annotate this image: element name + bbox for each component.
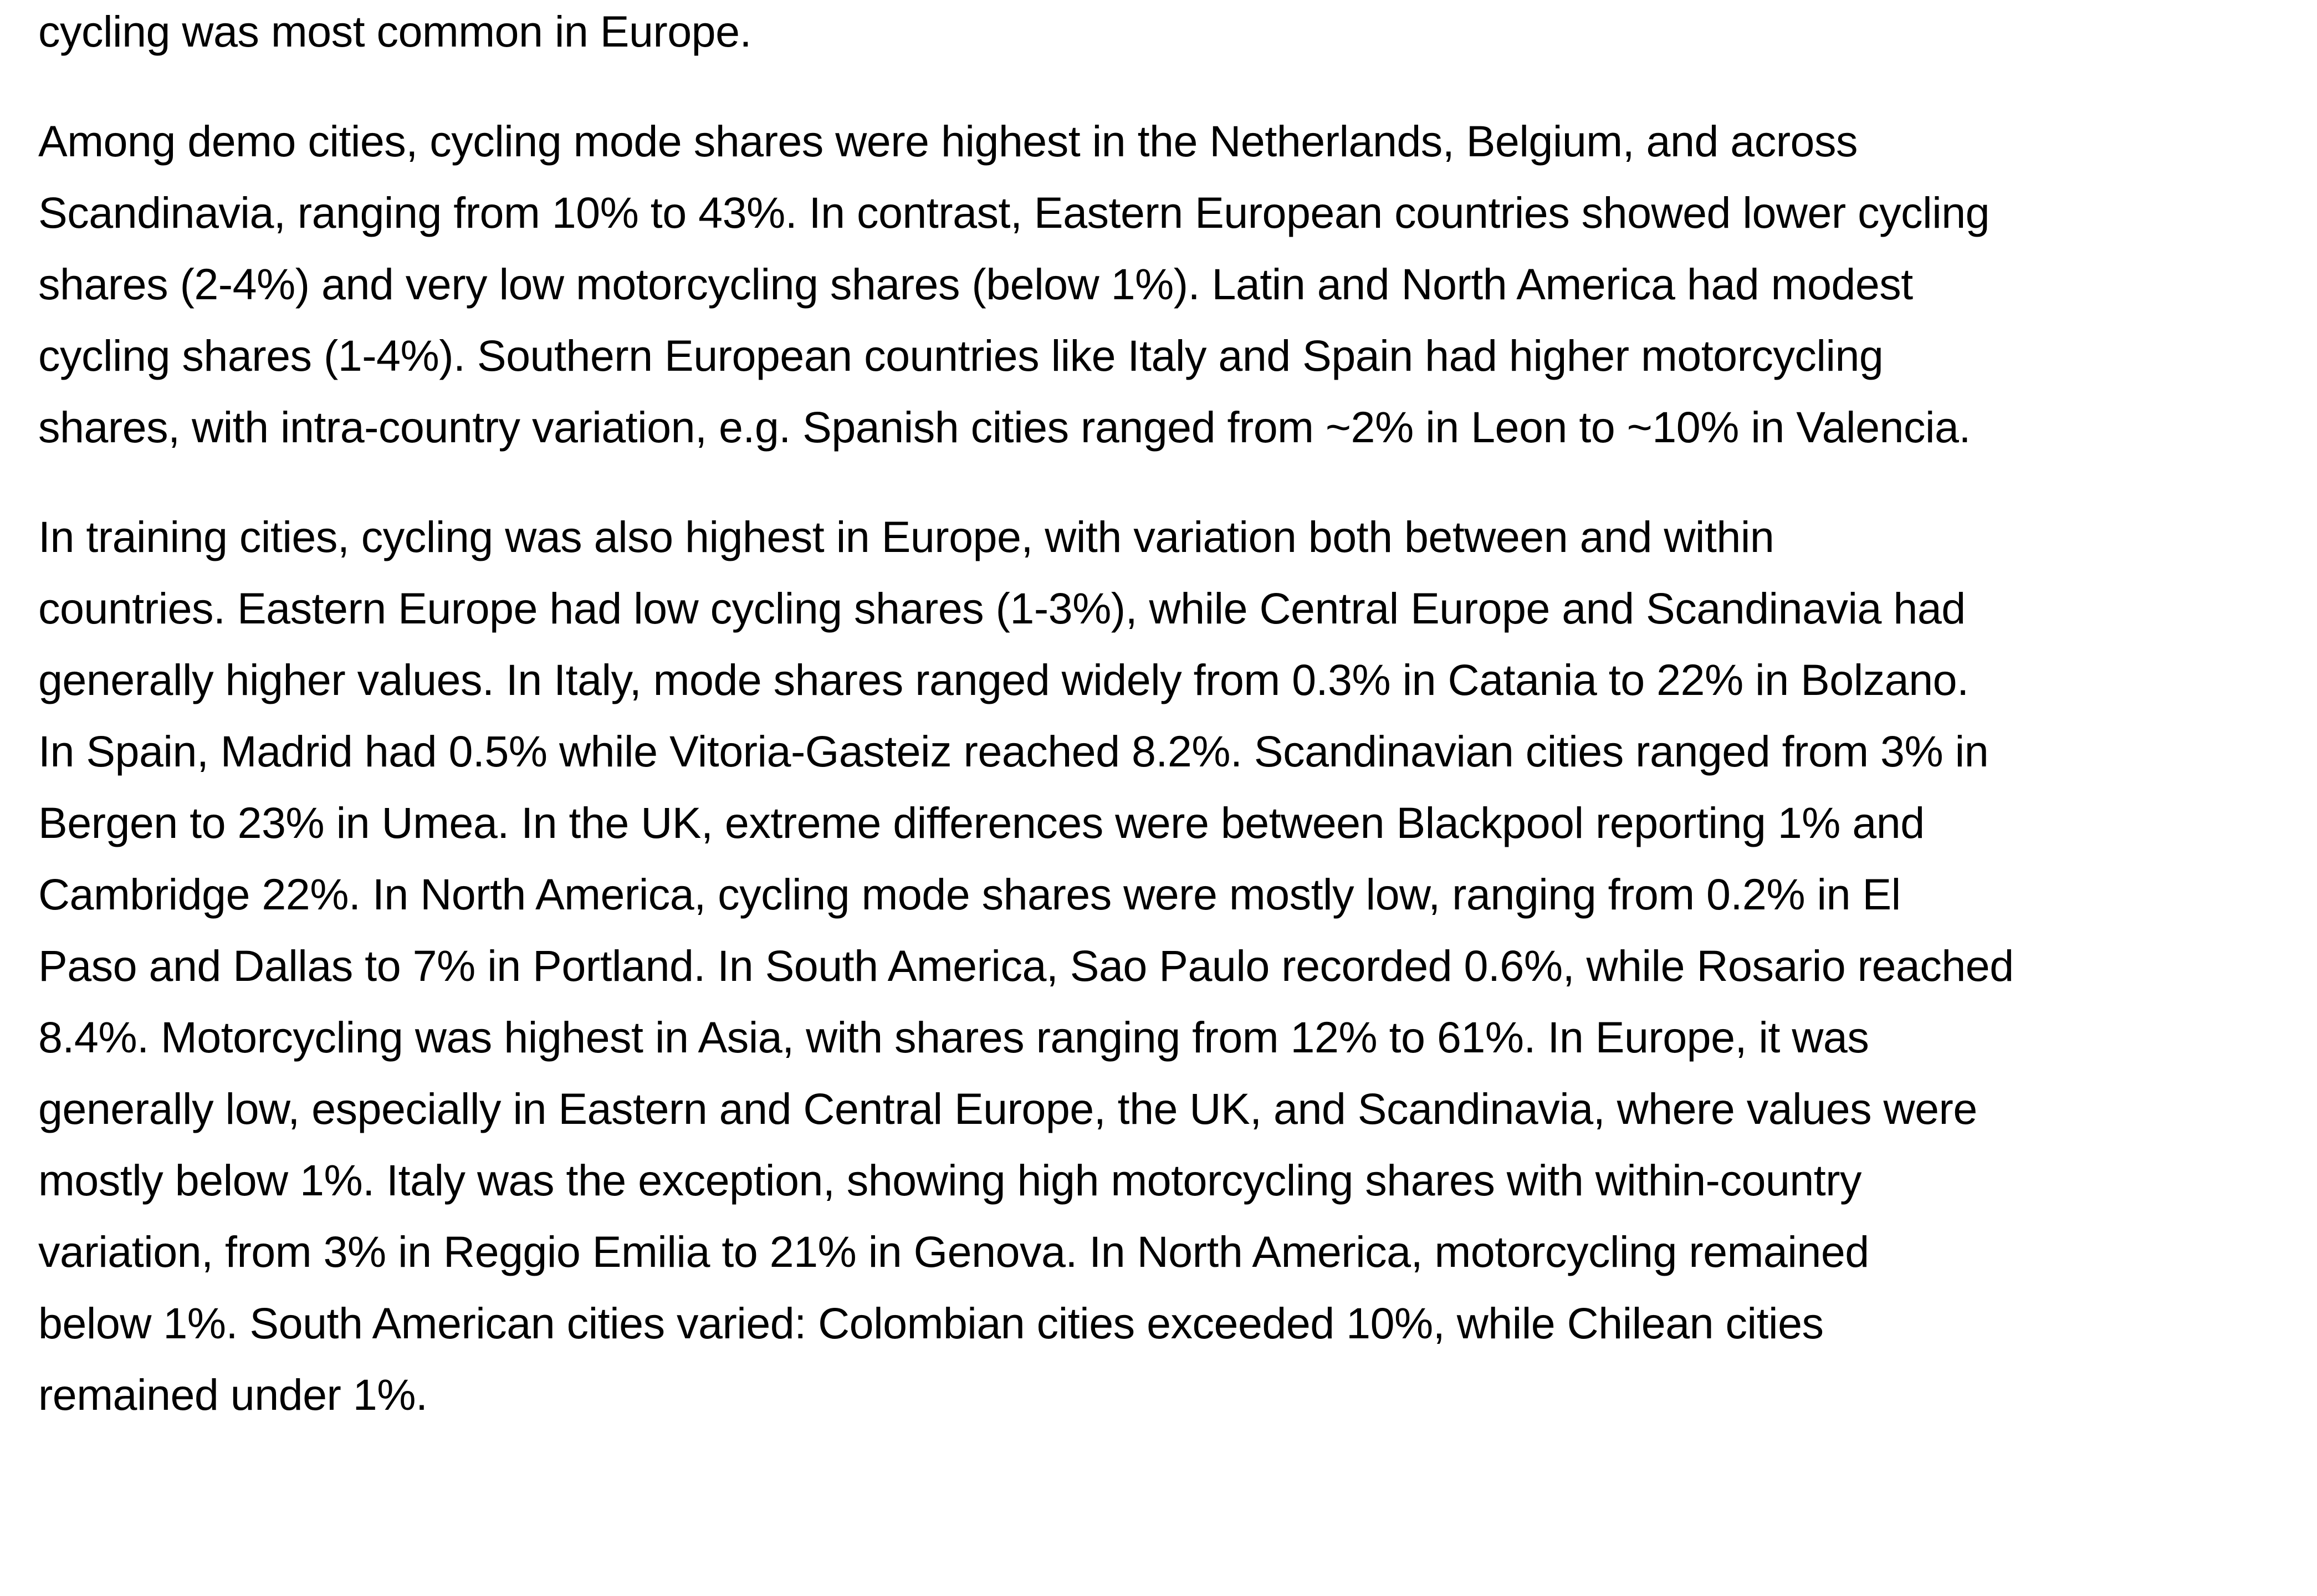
text-line: mostly below 1%. Italy was the exception, showing high motorcycling shares with within-country	[38, 1155, 1862, 1205]
text-line: shares (2-4%) and very low motorcycling shares (below 1%). Latin and North America had modest	[38, 259, 1913, 309]
text-line: shares, with intra-country variation, e.g. Spanish cities ranged from ~2% in Leon to ~10% in Valencia.	[38, 402, 1971, 452]
document-body	[38, 0, 2317, 1469]
text-line: Cambridge 22%. In North America, cycling mode shares were mostly low, ranging from 0.2% in El	[38, 869, 1901, 919]
text-line: cycling shares (1-4%). Southern European countries like Italy and Spain had higher motorcycling	[38, 331, 1884, 380]
text-line: 8.4%. Motorcycling was highest in Asia, with shares ranging from 12% to 61%. In Europe, it was	[38, 1012, 1869, 1062]
text-line: cycling was most common in Europe.	[38, 7, 752, 56]
text-line: countries. Eastern Europe had low cycling shares (1-3%), while Central Europe and Scandinavia had	[38, 584, 1966, 633]
text-line: generally higher values. In Italy, mode shares ranged widely from 0.3% in Catania to 22% in Bolzano.	[38, 655, 1969, 704]
paragraph-demo-cities	[38, 105, 2317, 463]
text-line: In Spain, Madrid had 0.5% while Vitoria-Gasteiz reached 8.2%. Scandinavian cities ranged from 3% in	[38, 727, 1989, 776]
text-line: remained under 1%.	[38, 1370, 428, 1419]
paragraph-intro-fragment	[38, 0, 2317, 67]
text-line: Scandinavia, ranging from 10% to 43%. In contrast, Eastern European countries showed lower cycling	[38, 188, 1990, 237]
text-line: generally low, especially in Eastern and Central Europe, the UK, and Scandinavia, where values were	[38, 1084, 1977, 1133]
paragraph-training-cities	[38, 501, 2317, 1430]
text-line: Paso and Dallas to 7% in Portland. In South America, Sao Paulo recorded 0.6%, while Rosario reached	[38, 941, 2014, 990]
text-line: In training cities, cycling was also highest in Europe, with variation both between and within	[38, 512, 1774, 561]
text-line: Among demo cities, cycling mode shares were highest in the Netherlands, Belgium, and across	[38, 116, 1858, 166]
text-line: Bergen to 23% in Umea. In the UK, extreme differences were between Blackpool reporting 1% and	[38, 798, 1925, 847]
text-line: below 1%. South American cities varied: Colombian cities exceeded 10%, while Chilean cities	[38, 1298, 1824, 1348]
text-line: variation, from 3% in Reggio Emilia to 21% in Genova. In North America, motorcycling remained	[38, 1227, 1869, 1276]
